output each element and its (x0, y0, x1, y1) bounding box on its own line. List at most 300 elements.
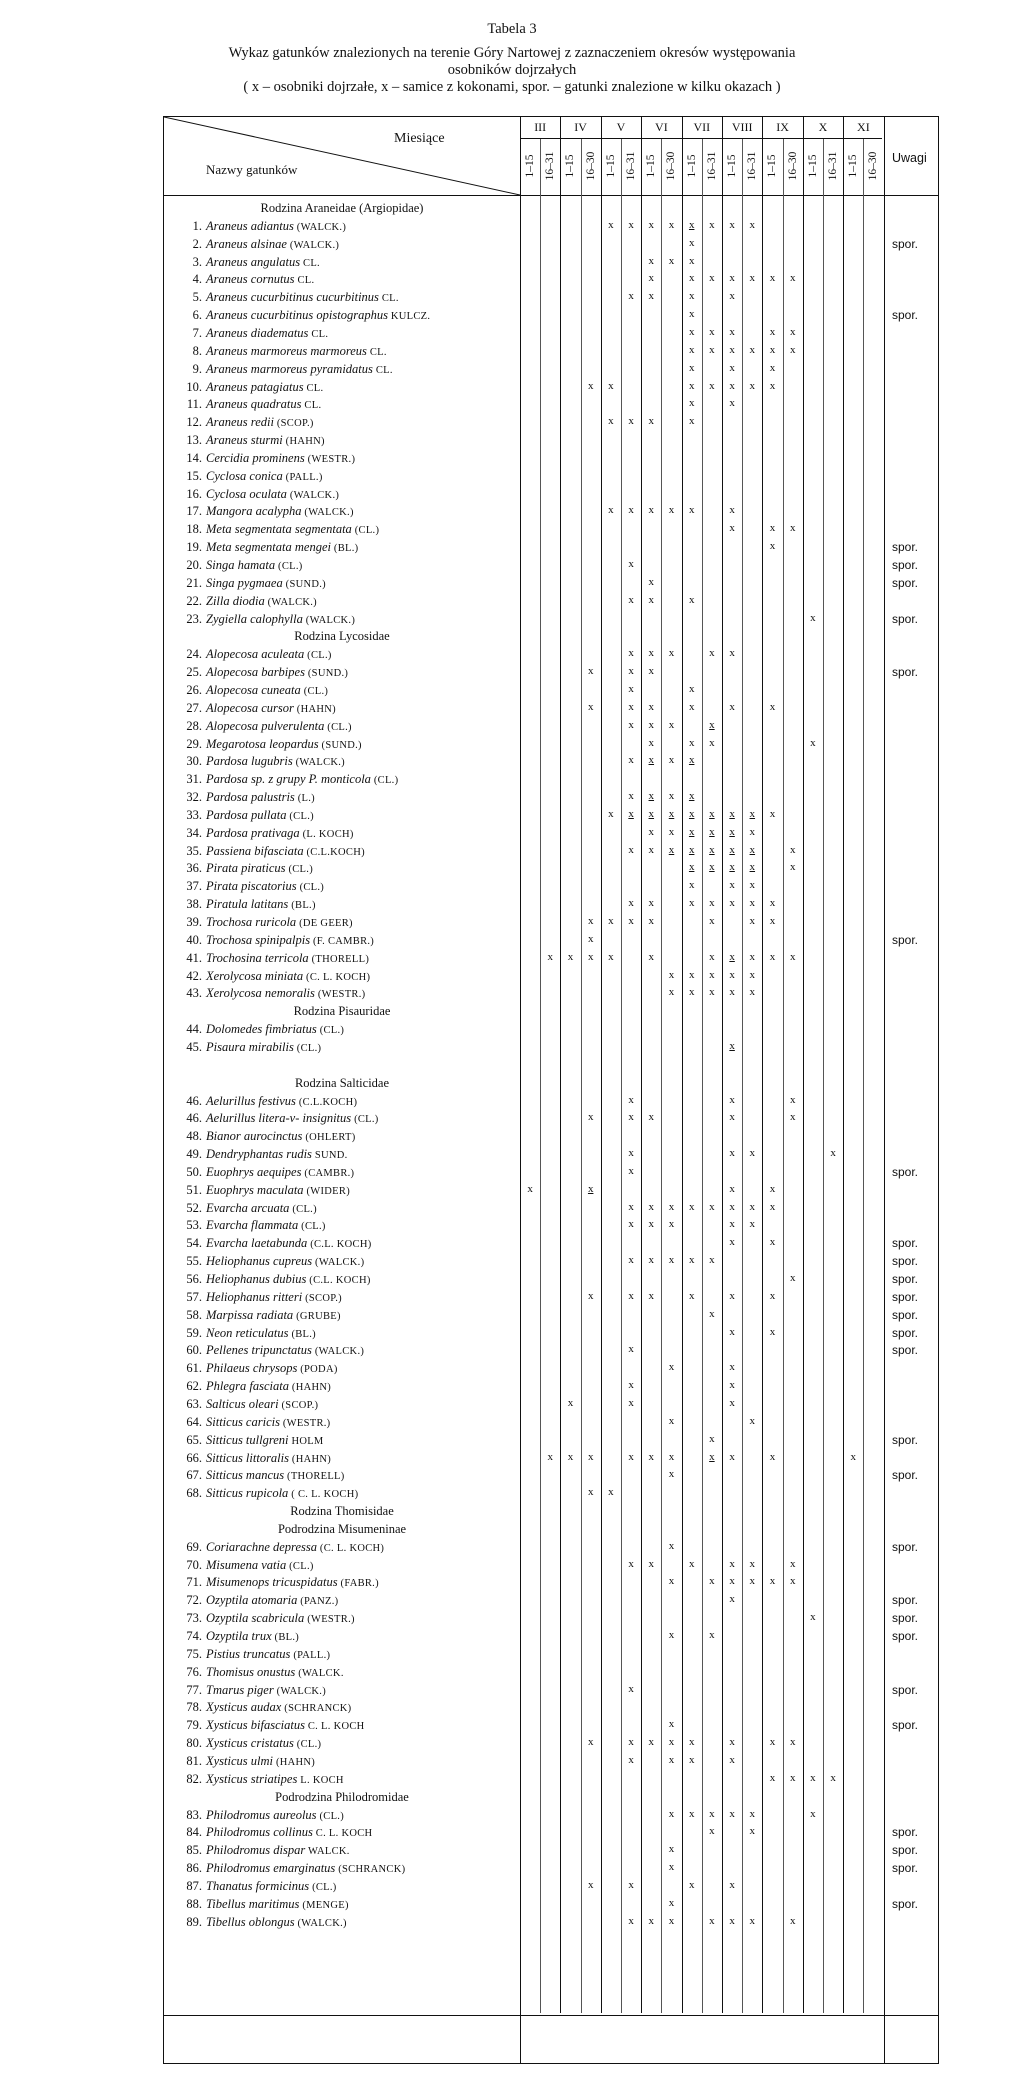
adult-mark: x (648, 1736, 655, 1749)
species-name: Xysticus striatipes L. KOCH (206, 1771, 344, 1786)
species-name: Marpissa radiata (GRUBE) (206, 1307, 341, 1322)
half-month-header: 1–15 (604, 154, 617, 178)
adult-mark: x (709, 897, 715, 910)
table-row (164, 1326, 940, 1343)
species-name: Evarcha arcuata (CL.) (206, 1200, 317, 1215)
species-name: Meta segmentata segmentata (CL.) (206, 522, 380, 537)
note-text: spor. (892, 1254, 919, 1269)
species-name: Singa pygmaea (SUND.) (206, 575, 326, 590)
adult-mark: x (648, 1450, 655, 1463)
adult-mark: x (749, 1825, 756, 1838)
adult-mark: x (709, 1825, 715, 1838)
table-row (164, 1772, 940, 1789)
species-number: 51. (186, 1182, 202, 1197)
species-name: Araneus quadratus CL. (206, 397, 322, 412)
species-number: 77. (186, 1682, 202, 1697)
female-with-cocoon-mark: x (729, 807, 735, 820)
table-row (164, 1611, 940, 1628)
adult-mark: x (668, 1414, 675, 1427)
corner-names-label: Nazwy gatunków (206, 162, 298, 177)
species-name: Pellenes tripunctatus (WALCK.) (206, 1343, 365, 1358)
adult-mark: x (668, 504, 675, 517)
female-with-cocoon-mark: x (688, 843, 695, 856)
adult-mark: x (688, 325, 695, 338)
adult-mark: x (628, 1164, 634, 1177)
species-name: Evarcha flammata (CL.) (206, 1218, 326, 1233)
table-row (164, 362, 940, 379)
adult-mark: x (628, 1878, 634, 1891)
adult-mark: x (729, 1807, 735, 1820)
species-name: Singa hamata (CL.) (206, 558, 303, 572)
table-row (164, 879, 940, 896)
species-number: 30. (186, 754, 202, 769)
half-month-header: 1–15 (524, 154, 536, 178)
note-text: spor. (892, 1272, 919, 1286)
table-row (164, 558, 940, 575)
species-number: 83. (186, 1807, 202, 1822)
table-row (164, 1290, 940, 1307)
adult-mark: x (709, 379, 715, 392)
adult-mark: x (749, 1557, 756, 1570)
adult-mark: x (668, 1861, 675, 1874)
adult-mark: x (608, 218, 614, 231)
adult-mark: x (628, 1254, 634, 1267)
species-number: 67. (186, 1468, 202, 1483)
species-name: Tibellus oblongus (WALCK.) (206, 1914, 347, 1929)
half-month-header: 16–30 (867, 151, 880, 181)
female-with-cocoon-mark: x (729, 825, 735, 838)
table-row (164, 1593, 940, 1610)
female-with-cocoon-mark: x (648, 754, 655, 767)
adult-mark: x (749, 1147, 756, 1160)
adult-mark: x (608, 415, 614, 428)
adult-mark: x (628, 504, 634, 517)
female-with-cocoon-mark: x (749, 843, 756, 856)
month-header: V (616, 120, 626, 134)
species-name: Phlegra fasciata (HAHN) (206, 1379, 332, 1394)
species-name: Alopecosa aculeata (CL.) (206, 647, 332, 662)
family-heading: Rodzina Araneidae (Argiopidae) (260, 201, 424, 215)
species-number: 16. (186, 486, 202, 501)
adult-mark: x (789, 861, 796, 874)
adult-mark: x (769, 1289, 776, 1302)
species-name: Cyclosa oculata (WALCK.) (206, 486, 340, 501)
adult-mark: x (668, 1200, 675, 1213)
adult-mark: x (769, 1736, 776, 1749)
species-name: Araneus adiantus (WALCK.) (206, 218, 347, 233)
species-number: 20. (186, 558, 202, 572)
adult-mark: x (709, 1629, 715, 1641)
adult-mark: x (648, 1200, 655, 1213)
adult-mark: x (749, 825, 756, 838)
caption-line-2: osobników dojrzałych (447, 62, 577, 78)
species-name: Ozyptila scabricula (WESTR.) (206, 1611, 355, 1626)
adult-mark: x (587, 1878, 594, 1891)
adult-mark: x (749, 879, 756, 892)
table-row (164, 1718, 940, 1735)
table-row (164, 1897, 940, 1914)
month-header: VIII (731, 120, 753, 134)
species-name: Araneus angulatus CL. (206, 254, 320, 269)
species-name: Neon reticulatus (BL.) (206, 1325, 316, 1340)
species-number: 54. (186, 1236, 202, 1251)
adult-mark: x (729, 1236, 735, 1249)
species-name: Alopecosa cuneata (CL.) (206, 682, 329, 697)
table-row (164, 237, 940, 254)
adult-mark: x (628, 700, 634, 713)
adult-mark: x (587, 1486, 594, 1499)
adult-mark: x (587, 700, 594, 713)
adult-mark: x (729, 1093, 735, 1106)
adult-mark: x (668, 1218, 675, 1231)
adult-mark: x (749, 218, 756, 231)
adult-mark: x (648, 415, 655, 428)
table-row (164, 915, 940, 932)
female-with-cocoon-mark: x (709, 825, 715, 838)
species-name: Philodromus emarginatus (SCHRANCK) (206, 1861, 406, 1876)
adult-mark: x (628, 1147, 634, 1160)
species-number: 36. (186, 861, 202, 876)
species-name: Trochosa ruricola (DE GEER) (206, 915, 353, 929)
species-name: Meta segmentata mengei (BL.) (206, 540, 359, 555)
adult-mark: x (709, 950, 715, 963)
table-row (164, 1361, 940, 1378)
species-name: Trochosa spinipalpis (F. CAMBR.) (206, 932, 375, 947)
table-row (164, 808, 940, 825)
note-text: spor. (892, 1164, 919, 1179)
table-row (164, 1861, 940, 1878)
species-number: 50. (186, 1164, 202, 1179)
adult-mark: x (608, 504, 614, 517)
half-month-header: 16–30 (584, 151, 597, 181)
adult-mark: x (729, 1147, 735, 1160)
species-name: Heliophanus ritteri (SCOP.) (206, 1289, 342, 1304)
female-with-cocoon-mark: x (668, 843, 675, 856)
adult-mark: x (810, 1771, 816, 1784)
adult-mark: x (648, 1111, 655, 1124)
adult-mark: x (789, 1093, 796, 1106)
adult-mark: x (628, 1343, 634, 1356)
species-number: 76. (186, 1664, 202, 1679)
female-with-cocoon-mark: x (749, 807, 756, 820)
adult-mark: x (769, 807, 776, 820)
adult-mark: x (729, 1289, 735, 1302)
adult-mark: x (567, 1396, 574, 1409)
adult-mark: x (628, 915, 634, 927)
adult-mark: x (709, 325, 715, 338)
adult-mark: x (709, 968, 715, 981)
adult-mark: x (688, 254, 695, 267)
table-row (164, 290, 940, 307)
adult-mark: x (729, 1753, 735, 1766)
species-number: 88. (186, 1896, 202, 1911)
species-name: Philodromus aureolus (CL.) (206, 1807, 345, 1822)
adult-mark: x (688, 272, 695, 285)
adult-mark: x (628, 290, 634, 303)
species-number: 71. (186, 1575, 202, 1590)
adult-mark: x (729, 1325, 735, 1338)
adult-mark: x (688, 879, 695, 892)
species-name: Cyclosa conica (PALL.) (206, 468, 323, 483)
adult-mark: x (648, 718, 655, 731)
table-row (164, 826, 940, 843)
species-number: 33. (186, 807, 202, 822)
adult-mark: x (628, 843, 634, 856)
species-number: 17. (186, 504, 202, 519)
table-number: Tabela 3 (487, 21, 537, 37)
species-name: Xerolycosa nemoralis (WESTR.) (206, 986, 366, 1001)
note-text: spor. (892, 611, 919, 626)
adult-mark: x (729, 379, 735, 392)
adult-mark: x (668, 1361, 675, 1374)
species-name: Thanatus formicinus (CL.) (206, 1878, 337, 1893)
adult-mark: x (729, 522, 735, 535)
table-row (164, 1736, 940, 1753)
table-row (164, 1254, 940, 1271)
adult-mark: x (769, 361, 776, 374)
adult-mark: x (709, 1575, 715, 1588)
adult-mark: x (729, 1593, 735, 1606)
adult-mark: x (688, 236, 695, 249)
adult-mark: x (688, 736, 695, 749)
species-number: 53. (186, 1218, 202, 1233)
adult-mark: x (688, 1254, 695, 1267)
adult-mark: x (729, 1218, 735, 1231)
adult-mark: x (769, 915, 776, 927)
note-text: spor. (892, 1307, 919, 1322)
adult-mark: x (648, 218, 655, 231)
caption-line-1: Wykaz gatunków znalezionych na terenie Góry Nartowej z zaznaczeniem okresów występowania (228, 45, 796, 61)
month-header: VII (693, 120, 711, 134)
adult-mark: x (688, 897, 695, 910)
adult-mark: x (769, 950, 776, 963)
table-row (164, 1575, 940, 1592)
half-month-header: 1–15 (564, 154, 577, 178)
species-number: 75. (186, 1646, 202, 1661)
table-row (164, 1451, 940, 1468)
adult-mark: x (729, 504, 735, 517)
female-with-cocoon-mark: x (729, 861, 735, 874)
species-name: Dendryphantas rudis SUND. (206, 1147, 348, 1162)
note-text: spor. (892, 1682, 919, 1697)
table-row (164, 665, 940, 682)
table-row (164, 1094, 940, 1111)
species-number: 8. (192, 343, 202, 358)
species-number: 5. (192, 290, 202, 305)
adult-mark: x (668, 1843, 675, 1856)
month-header: IV (574, 120, 587, 134)
table-row (164, 1183, 940, 1200)
species-name: Ozyptila trux (BL.) (206, 1629, 300, 1643)
species-number: 39. (186, 915, 202, 929)
adult-mark: x (729, 272, 735, 285)
adult-mark: x (709, 986, 715, 999)
table-row (164, 540, 940, 557)
note-text: spor. (892, 1593, 919, 1608)
adult-mark: x (628, 558, 634, 570)
table-row (164, 397, 940, 414)
adult-mark: x (709, 272, 715, 285)
table-row (164, 1111, 940, 1128)
species-number: 89. (186, 1914, 202, 1929)
species-name: Alopecosa cursor (HAHN) (206, 700, 336, 715)
table-row (164, 504, 940, 521)
adult-mark: x (688, 415, 695, 428)
species-name: Aelurillus litera-v- insignitus (CL.) (206, 1111, 379, 1126)
table-row (164, 701, 940, 718)
adult-mark: x (709, 736, 715, 749)
species-number: 72. (186, 1593, 202, 1608)
species-number: 38. (186, 897, 202, 912)
species-name: Araneus marmoreus marmoreus CL. (206, 343, 387, 358)
species-name: Aelurillus festivus (C.L.KOCH) (206, 1093, 358, 1108)
species-number: 46. (186, 1093, 202, 1108)
species-name: Pardosa pullata (CL.) (206, 807, 314, 822)
adult-mark: x (668, 647, 675, 660)
table-row (164, 647, 940, 664)
adult-mark: x (648, 700, 655, 713)
table-row (164, 255, 940, 272)
table-row (164, 469, 940, 486)
adult-mark: x (709, 1307, 715, 1320)
species-number: 1. (192, 218, 202, 233)
female-with-cocoon-mark: x (709, 861, 715, 874)
adult-mark: x (749, 897, 756, 910)
species-number: 58. (186, 1307, 202, 1322)
female-with-cocoon-mark: x (688, 754, 695, 767)
adult-mark: x (729, 700, 735, 713)
half-month-header: 16–31 (625, 151, 637, 181)
species-number: 87. (186, 1878, 202, 1893)
adult-mark: x (628, 1753, 634, 1766)
adult-mark: x (688, 1557, 695, 1570)
table-row (164, 308, 940, 325)
adult-mark: x (648, 736, 655, 749)
adult-mark: x (668, 1468, 675, 1481)
table-row (164, 790, 940, 807)
adult-mark: x (709, 915, 715, 927)
family-heading: Rodzina Lycosidae (294, 629, 390, 644)
note-text: spor. (892, 1896, 919, 1911)
adult-mark: x (628, 1093, 634, 1106)
half-month-header: 1–15 (726, 154, 738, 178)
species-number: 46. (186, 1111, 202, 1126)
note-text: spor. (892, 1325, 919, 1340)
adult-mark: x (769, 325, 776, 338)
species-name: Heliophanus dubius (C.L. KOCH) (206, 1272, 371, 1286)
adult-mark: x (729, 343, 735, 356)
adult-mark: x (628, 593, 634, 606)
species-name: Alopecosa pulverulenta (CL.) (206, 718, 352, 733)
adult-mark: x (749, 343, 756, 356)
table-row (164, 415, 940, 432)
species-number: 15. (186, 468, 202, 483)
adult-mark: x (648, 915, 655, 927)
adult-mark: x (688, 1200, 695, 1213)
female-with-cocoon-mark: x (587, 1182, 594, 1195)
corner-diagonal (164, 117, 520, 195)
female-with-cocoon-mark: x (709, 807, 715, 820)
month-header: III (534, 120, 547, 134)
species-name: Evarcha laetabunda (C.L. KOCH) (206, 1236, 372, 1251)
adult-mark: x (668, 218, 675, 231)
species-name: Pirata piraticus (CL.) (206, 861, 313, 876)
adult-mark: x (789, 1557, 796, 1570)
species-name: Alopecosa barbipes (SUND.) (206, 665, 349, 680)
adult-mark: x (749, 1914, 756, 1927)
species-number: 84. (186, 1825, 202, 1840)
table-row (164, 861, 940, 878)
species-name: Trochosina terricola (THORELL) (206, 950, 370, 965)
adult-mark: x (668, 1450, 675, 1463)
species-number: 40. (186, 932, 202, 947)
adult-mark: x (628, 1914, 634, 1927)
species-name: Araneus cucurbitinus opistographus KULCZ. (206, 308, 431, 323)
female-with-cocoon-mark: x (668, 807, 675, 820)
family-heading: Rodzina Pisauridae (293, 1004, 391, 1019)
note-text: spor. (892, 1289, 919, 1304)
adult-mark: x (668, 1736, 675, 1749)
adult-mark: x (810, 1611, 816, 1624)
adult-mark: x (709, 1432, 715, 1445)
adult-mark: x (648, 825, 655, 838)
species-name: Sitticus littoralis (HAHN) (206, 1450, 332, 1465)
species-name: Zygiella calophylla (WALCK.) (206, 611, 356, 626)
adult-mark: x (668, 1254, 675, 1267)
table-row (164, 594, 940, 611)
caption-line-3: ( x – osobniki dojrzałe, x – samice z kokonami, spor. – gatunki znalezione w kilku okazach ) (243, 79, 781, 95)
table-row (164, 1165, 940, 1182)
adult-mark: x (850, 1450, 857, 1463)
species-table (163, 116, 939, 2064)
adult-mark: x (729, 218, 735, 231)
footer-rule (164, 2015, 938, 2016)
species-name: Sitticus tullgreni HOLM (206, 1432, 324, 1447)
species-name: Araneus cucurbitinus cucurbitinus CL. (206, 290, 399, 305)
adult-mark: x (628, 1200, 634, 1213)
species-name: Megarotosa leopardus (SUND.) (206, 736, 362, 751)
species-number: 31. (186, 772, 202, 787)
adult-mark: x (628, 218, 634, 231)
species-name: Pardosa palustris (L.) (206, 790, 315, 805)
corner-month-label: Miesiące (394, 131, 445, 146)
species-number: 60. (186, 1343, 202, 1358)
female-with-cocoon-mark: x (729, 1039, 735, 1052)
female-with-cocoon-mark: x (749, 861, 756, 874)
female-with-cocoon-mark: x (688, 825, 695, 838)
half-month-header: 16–31 (705, 151, 718, 181)
species-number: 64. (186, 1414, 202, 1429)
species-number: 59. (186, 1325, 202, 1340)
adult-mark: x (628, 1218, 634, 1231)
species-name: Coriarachne depressa (C. L. KOCH) (206, 1539, 385, 1554)
adult-mark: x (587, 665, 594, 678)
table-row (164, 451, 940, 468)
adult-mark: x (688, 1878, 695, 1891)
adult-mark: x (567, 1450, 574, 1463)
month-header: X (818, 120, 828, 134)
adult-mark: x (608, 1486, 614, 1499)
adult-mark: x (789, 343, 796, 356)
adult-mark: x (749, 1218, 756, 1231)
species-name: Zilla diodia (WALCK.) (206, 593, 317, 608)
adult-mark: x (587, 1736, 594, 1749)
species-number: 19. (186, 540, 202, 555)
adult-mark: x (709, 1254, 715, 1267)
species-name: Pirata piscatorius (CL.) (206, 879, 325, 894)
adult-mark: x (668, 1575, 675, 1588)
adult-mark: x (769, 700, 776, 713)
